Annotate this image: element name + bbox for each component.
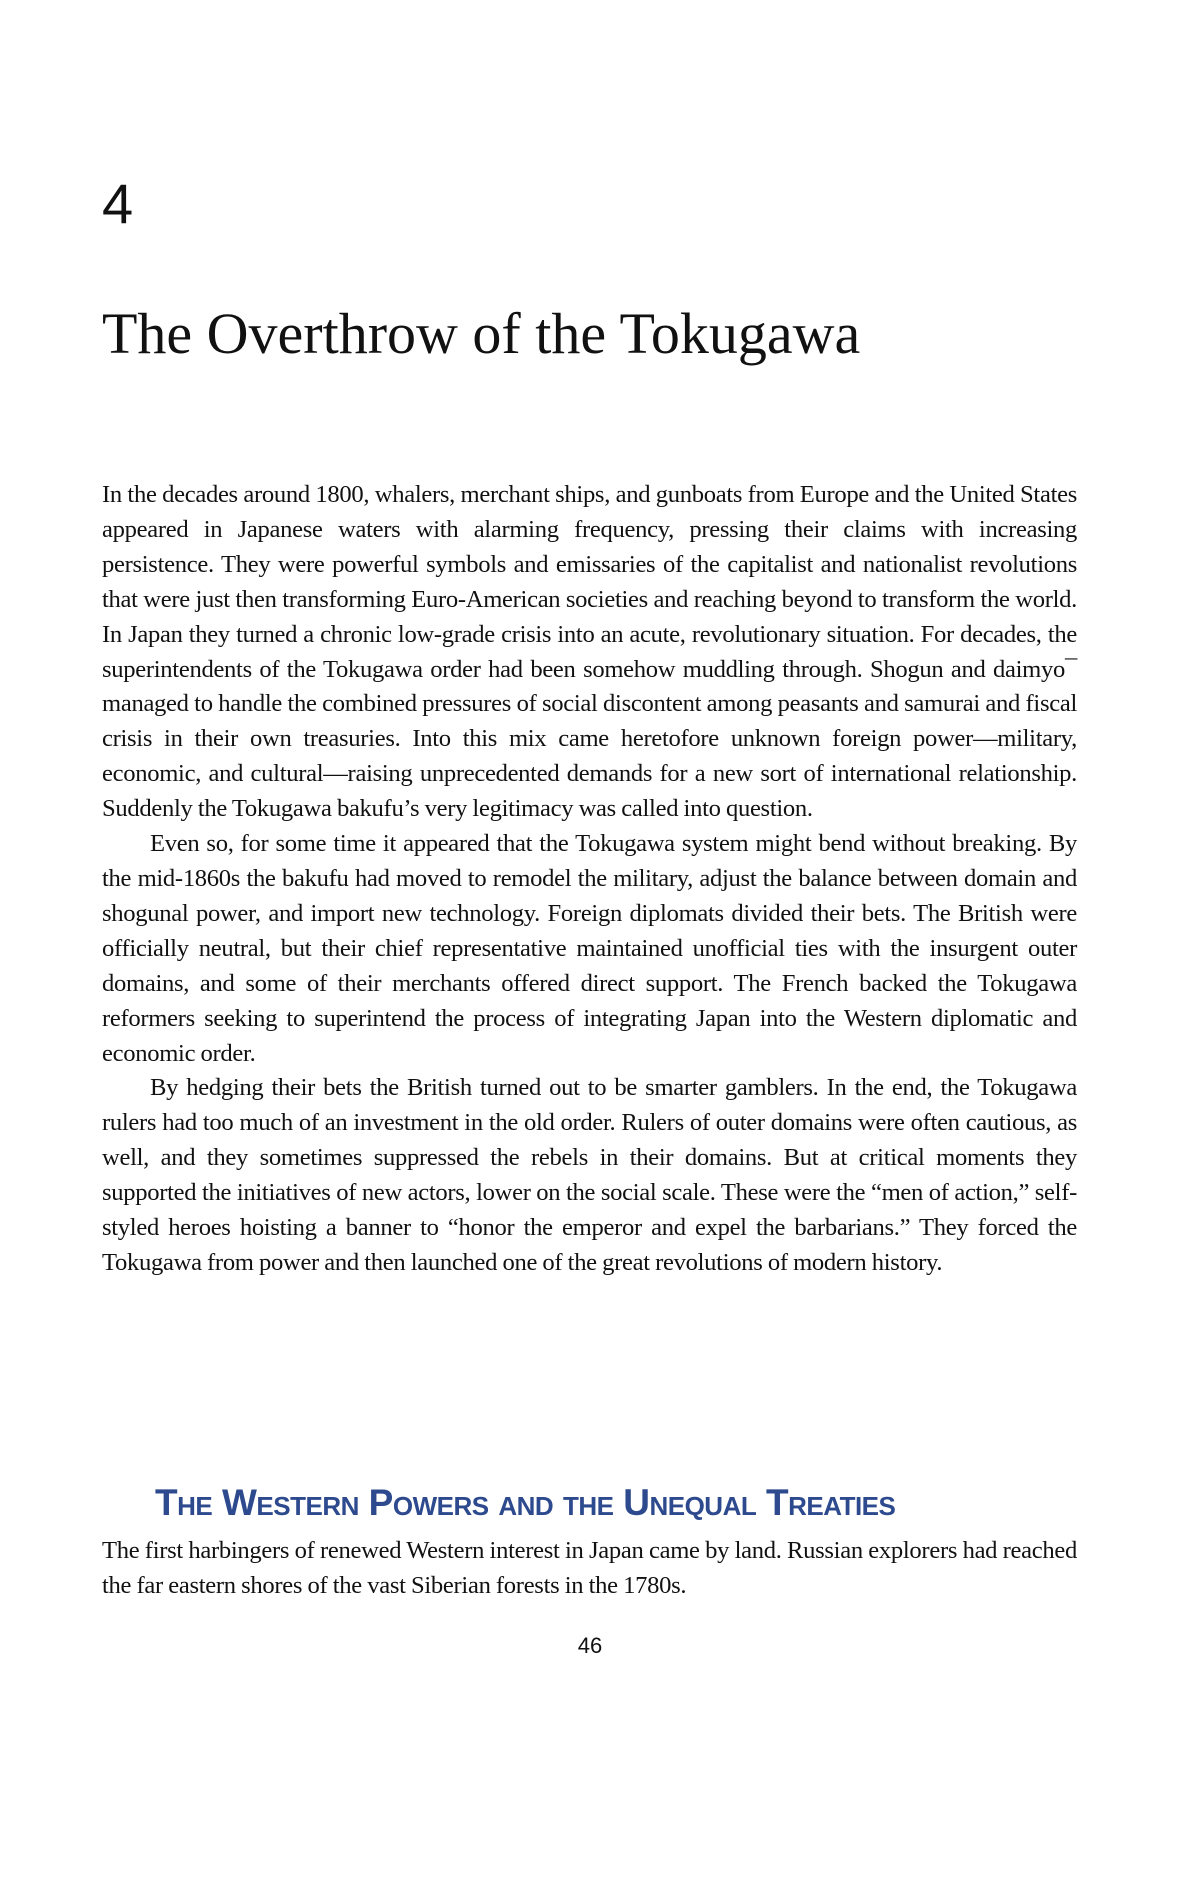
- chapter-number: 4: [102, 172, 134, 235]
- paragraph-2: Even so, for some time it appeared that the Tokugawa system might bend without breaking. By the mid-1860s the bakufu had moved to remodel the military, adjust the balance between domain and shogunal power, and import new technology. Foreign diplomats divided their bets. The British were officially neutral, but their chief representative maintained unofficial ties with the insurgent outer domains, and some of their merchants offered direct support. The French backed the Tokugawa reformers seeking to superintend the process of integrating Japan into the Western diplomatic and economic order.: [102, 830, 1077, 1067]
- paragraph-1: In the decades around 1800, whalers, merchant ships, and gunboats from Europe and the United States appeared in Japanese waters with alarming frequency, pressing their claims with increasing persistence. They were powerful symbols and emissaries of the capitalist and nationalist revolutions that were just then transforming Euro-American societies and reaching beyond to transform the world. In Japan they turned a chronic low-grade crisis into an acute, revolutionary situation. For decades, the superintendents of the Tokugawa order had been somehow muddling through. Shogun and daimyo¯ managed to handle the combined pressures of social discontent among peasants and samurai and fiscal crisis in their own treasuries. Into this mix came heretofore unknown foreign power—military, economic, and cultural—raising unprecedented demands for a new sort of international relationship. Suddenly the Tokugawa bakufu’s very legitimacy was called into question.: [102, 481, 1077, 823]
- chapter-body: [102, 478, 1077, 1281]
- page-number: 46: [577, 1633, 603, 1658]
- section-body: [102, 1534, 1077, 1604]
- section-paragraph-1: The first harbingers of renewed Western interest in Japan came by land. Russian explorers had reached the far eastern shores of the vast Siberian forests in the 1780s.: [102, 1537, 1077, 1599]
- paragraph-3: By hedging their bets the British turned out to be smarter gamblers. In the end, the Tokugawa rulers had too much of an investment in the old order. Rulers of outer domains were often cautious, as well, and they sometimes suppressed the rebels in their domains. But at critical moments they supported the initiatives of new actors, lower on the social scale. These were the “men of action,” self-styled heroes hoisting a banner to “honor the emperor and expel the barbarians.” They forced the Tokugawa from power and then launched one of the great revolutions of modern history.: [102, 1074, 1077, 1276]
- section-heading: The Western Powers and the Unequal Treaties: [155, 1482, 896, 1523]
- chapter-title: The Overthrow of the Tokugawa: [102, 301, 861, 366]
